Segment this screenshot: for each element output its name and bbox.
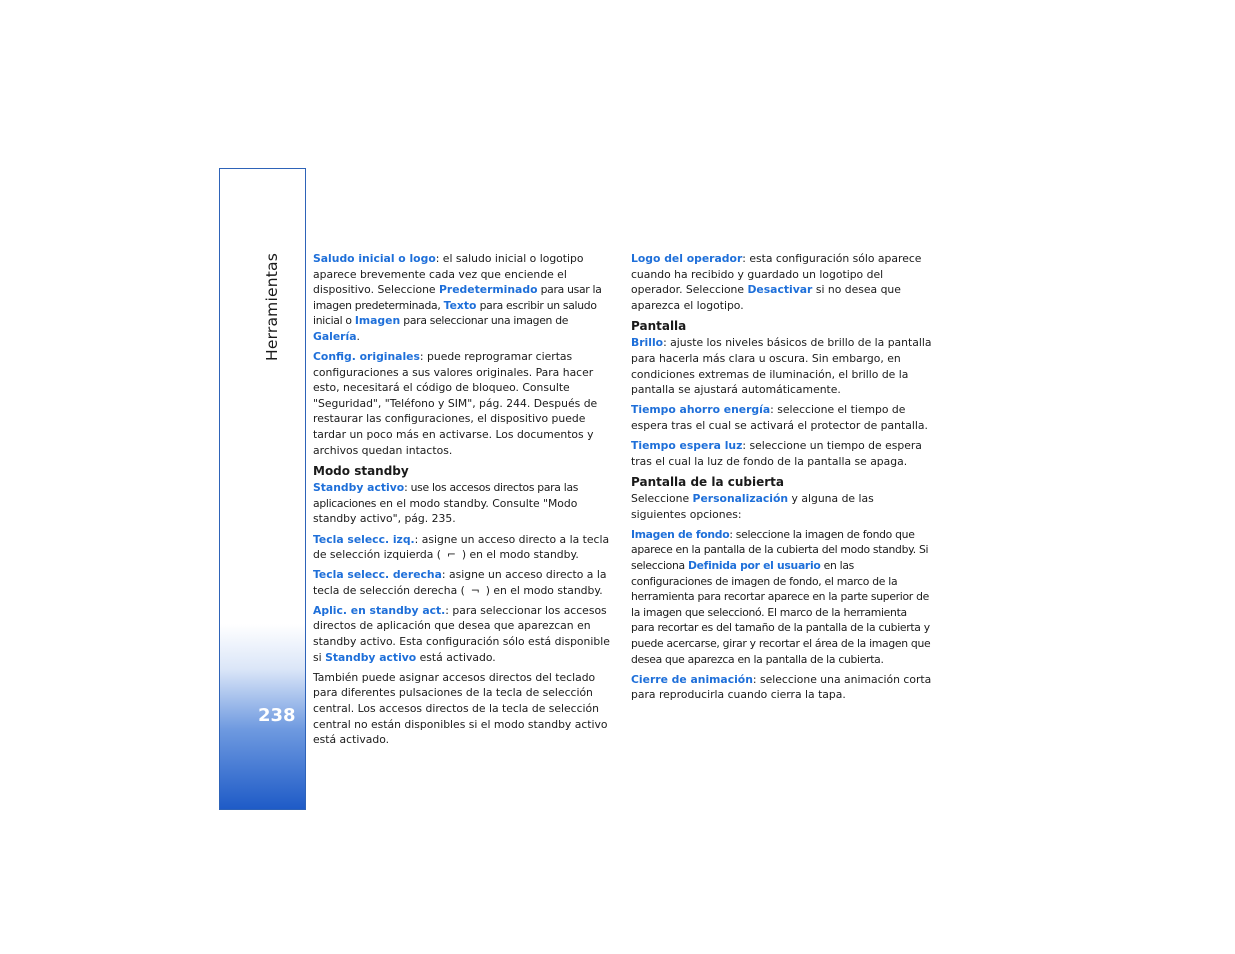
heading-modo-standby: Modo standby bbox=[313, 464, 409, 479]
term-tiempo-luz: Tiempo espera luz bbox=[631, 438, 743, 452]
paragraph-cierre-animacion: Cierre de animación: seleccione una animación corta para reproducirla cuando cierra la tapa. bbox=[631, 672, 932, 702]
term-brillo: Brillo bbox=[631, 336, 664, 350]
option-personalizacion: Personalización bbox=[692, 492, 789, 506]
term-imagen-fondo: Imagen de fondo bbox=[631, 527, 730, 541]
paragraph-seleccione: Seleccione Personalización y alguna de las siguientes opciones: bbox=[631, 492, 874, 521]
term-saludo: Saludo inicial o logo bbox=[313, 252, 436, 265]
term-standby-activo: Standby activo bbox=[313, 481, 405, 495]
paragraph-tecla-izq: Tecla selecc. izq.: asigne un acceso directo a la tecla de selección izquierda ( ⌐ ) en el modo standby. bbox=[313, 532, 610, 562]
right-column bbox=[631, 251, 932, 707]
heading-pantalla: Pantalla bbox=[631, 319, 687, 334]
paragraph-saludo: Saludo inicial o logo: el saludo inicial o logotipo aparece brevemente cada vez que enciende el dispositivo. Seleccione Predeterminado para usar la imagen predeterminada, Texto para escribir un saludo inicial o Imagen para seleccionar una imagen de Galería. bbox=[313, 252, 602, 343]
paragraph-tambien: También puede asignar accesos directos del teclado para diferentes pulsaciones de la tecla de selección central. Los accesos directos de la tecla de selección central no están disponibles si el modo standby activo está activado. bbox=[313, 670, 608, 747]
heading-pantalla-cubierta: Pantalla de la cubierta bbox=[631, 475, 784, 490]
option-texto: Texto bbox=[443, 298, 477, 312]
term-tiempo-ahorro: Tiempo ahorro energía bbox=[631, 403, 771, 417]
option-imagen: Imagen bbox=[354, 314, 401, 328]
paragraph-tiempo-luz: Tiempo espera luz: seleccione un tiempo de espera tras el cual la luz de fondo de la pantalla se apaga. bbox=[631, 438, 922, 468]
term-aplic-standby: Aplic. en standby act. bbox=[313, 603, 446, 617]
paragraph-standby-activo: Standby activo: use los accesos directos para las aplicaciones en el modo standby. Consulte "Modo standby activo", pág. 235. bbox=[313, 481, 579, 526]
paragraph-imagen-fondo: Imagen de fondo: seleccione la imagen de fondo que aparece en la pantalla de la cubierta del modo standby. Si selecciona Definida por el usuario en las configuraciones de imagen de fondo, el marco de la herramienta para recortar aparece en la parte superior de la imagen que seleccionó. El marco de la herramienta para recortar es del tamaño de la pantalla de la cubierta y puede acercarse, girar y recortar el área de la imagen que desea que aparezca en la pantalla de la cubierta. bbox=[631, 527, 931, 666]
option-definida-usuario: Definida por el usuario bbox=[687, 559, 821, 572]
paragraph-brillo: Brillo: ajuste los niveles básicos de brillo de la pantalla para hacerla más clara u oscura. Sin embargo, en condiciones extremas de iluminación, el brillo de la pantalla se ajustará automáticamente. bbox=[631, 336, 932, 397]
paragraph-config: Config. originales: puede reprogramar ciertas configuraciones a sus valores originales. Para hacer esto, necesitará el código de bloqueo. Consulte "Seguridad", "Teléfono y SIM", pág. 244. Después de restaurar las configuraciones, el dispositivo puede tardar un poco más en activarse. Los documentos y archivos quedan intactos. bbox=[313, 350, 598, 457]
section-title-text: Herramientas bbox=[263, 253, 282, 361]
option-desactivar: Desactivar bbox=[747, 283, 813, 297]
paragraph-aplic-standby: Aplic. en standby act.: para seleccionar los accesos directos de aplicación que desea que aparezcan en standby activo. Esta configuración sólo está disponible si Standby activo está activado. bbox=[313, 603, 610, 664]
term-config-originales: Config. originales bbox=[313, 350, 420, 364]
left-column bbox=[313, 251, 613, 752]
option-predeterminado: Predeterminado bbox=[439, 283, 538, 297]
paragraph-tecla-der: Tecla selecc. derecha: asigne un acceso directo a la tecla de selección derecha ( ¬ ) en el modo standby. bbox=[313, 568, 607, 597]
term-cierre-animacion: Cierre de animación bbox=[631, 672, 753, 686]
page-number: 238 bbox=[258, 705, 296, 726]
term-tecla-derecha: Tecla selecc. derecha bbox=[313, 568, 442, 582]
left-softkey-icon: ⌐ bbox=[446, 548, 456, 562]
paragraph-logo-operador: Logo del operador: esta configuración sólo aparece cuando ha recibido y guardado un logotipo del operador. Seleccione Desactivar si no desea que aparezca el logotipo. bbox=[631, 252, 922, 312]
term-tecla-izq: Tecla selecc. izq. bbox=[313, 532, 415, 546]
term-logo-operador: Logo del operador bbox=[631, 252, 743, 265]
right-softkey-icon: ¬ bbox=[470, 583, 480, 597]
option-standby-activo: Standby activo bbox=[325, 650, 417, 664]
option-galeria: Galería bbox=[313, 329, 357, 343]
paragraph-tiempo-ahorro: Tiempo ahorro energía: seleccione el tiempo de espera tras el cual se activará el protector de pantalla. bbox=[631, 403, 928, 432]
section-title bbox=[251, 252, 293, 362]
